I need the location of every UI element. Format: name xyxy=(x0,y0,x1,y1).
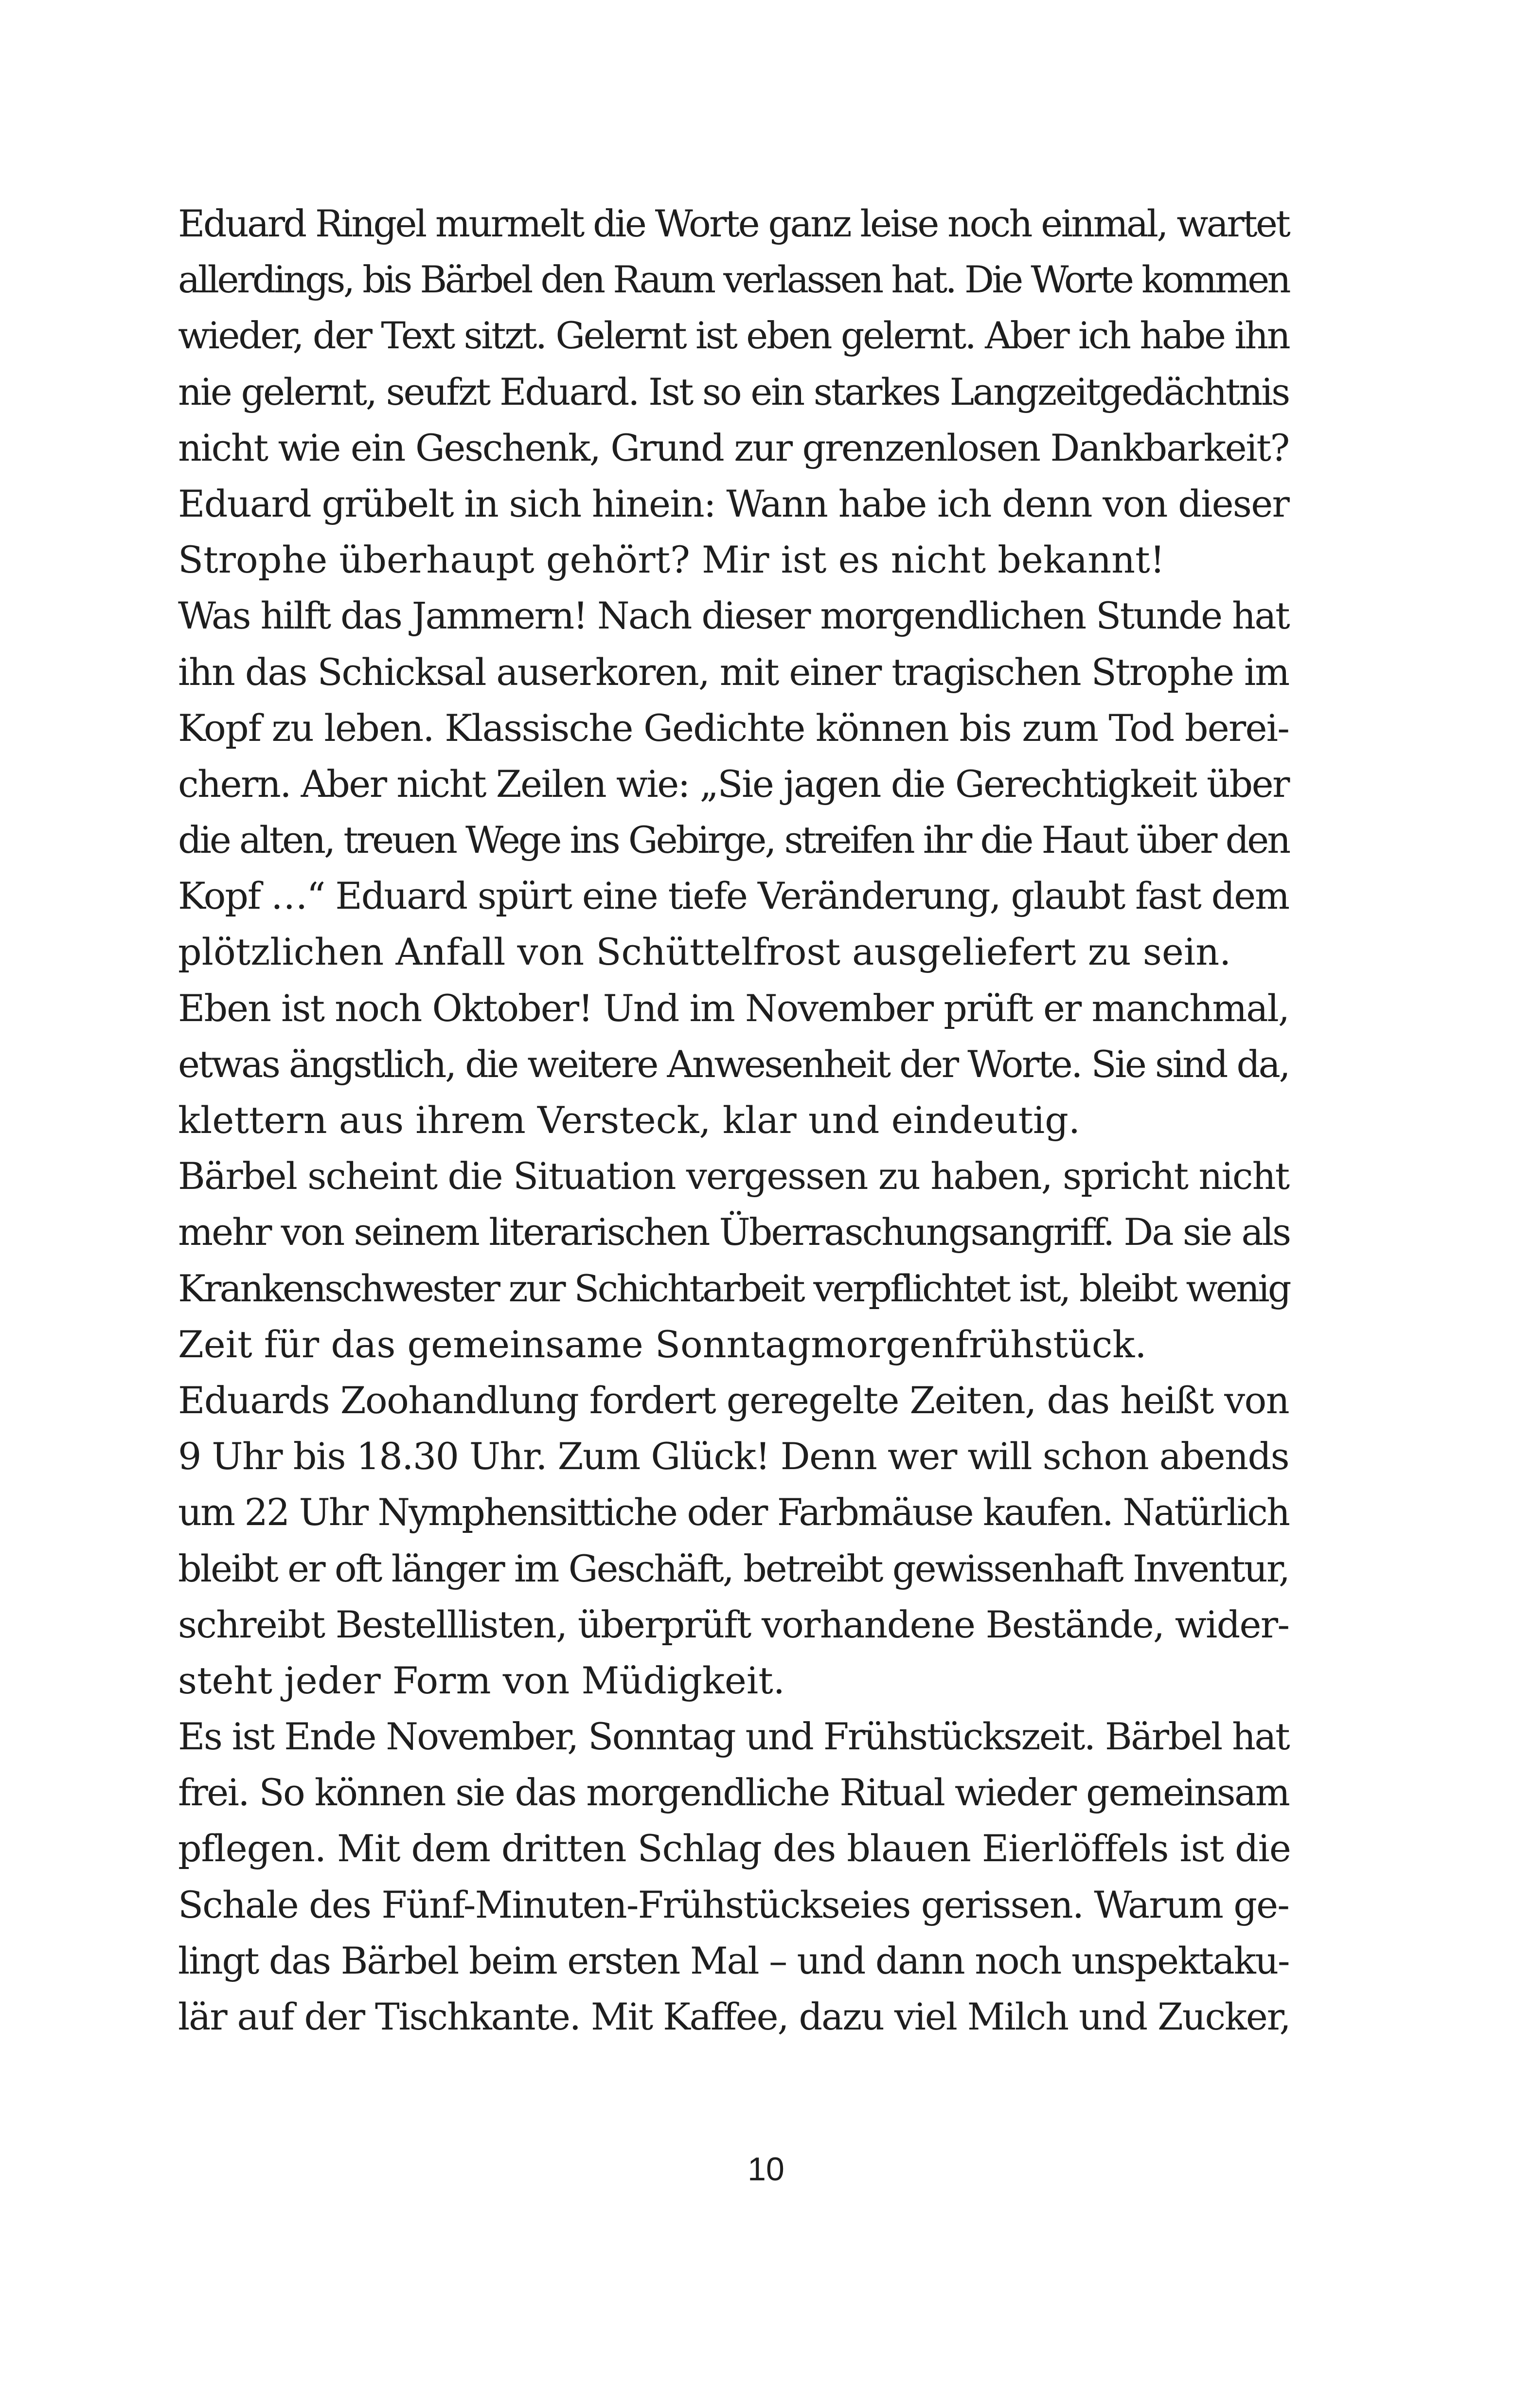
body-text xyxy=(178,196,1289,2045)
text-line: wieder, der Text sitzt. Gelernt ist eben gelernt. Aber ich habe ihn xyxy=(178,314,1289,358)
text-line: chern. Aber nicht Zeilen wie: „Sie jagen die Gerechtigkeit über xyxy=(178,762,1289,806)
text-line: nicht wie ein Geschenk, Grund zur grenzenlosen Dankbarkeit? xyxy=(178,426,1289,469)
text-line: schreibt Bestelllisten, überprüft vorhandene Bestände, wider- xyxy=(178,1602,1289,1646)
text-line: Eduard grübelt in sich hinein: Wann habe ich denn von dieser xyxy=(178,482,1289,525)
page-number: 10 xyxy=(748,2151,784,2188)
text-line: bleibt er oft länger im Geschäft, betreibt gewissenhaft Inventur, xyxy=(178,1546,1289,1590)
text-line: Kopf …“ Eduard spürt eine tiefe Veränderung, glaubt fast dem xyxy=(178,874,1289,918)
text-line: Schale des Fünf-Minuten-Frühstückseies gerissen. Warum ge- xyxy=(178,1883,1289,1926)
text-line: die alten, treuen Wege ins Gebirge, streifen ihr die Haut über den xyxy=(178,818,1289,862)
text-line: Was hilft das Jammern! Nach dieser morgendlichen Stunde hat xyxy=(178,594,1289,638)
text-line: allerdings, bis Bärbel den Raum verlassen hat. Die Worte kommen xyxy=(178,258,1289,302)
text-line: Eben ist noch Oktober! Und im November prüft er manchmal, xyxy=(178,986,1289,1030)
text-line: Es ist Ende November, Sonntag und Frühstückszeit. Bärbel hat xyxy=(178,1715,1289,1759)
text-line: klettern aus ihrem Versteck, klar und eindeutig. xyxy=(178,1098,1081,1142)
text-line: plötzlichen Anfall von Schüttelfrost ausgeliefert zu sein. xyxy=(178,930,1231,974)
text-line: nie gelernt, seufzt Eduard. Ist so ein starkes Langzeitgedächtnis xyxy=(178,370,1289,413)
text-line: um 22 Uhr Nymphensittiche oder Farbmäuse kaufen. Natürlich xyxy=(178,1491,1289,1534)
text-line: Zeit für das gemeinsame Sonntagmorgenfrühstück. xyxy=(178,1322,1147,1366)
text-line: Eduard Ringel murmelt die Worte ganz leise noch einmal, wartet xyxy=(178,202,1289,245)
text-line: ihn das Schicksal auserkoren, mit einer tragischen Strophe im xyxy=(178,650,1289,694)
text-line: Bärbel scheint die Situation vergessen zu haben, spricht nicht xyxy=(178,1154,1289,1198)
text-line: steht jeder Form von Müdigkeit. xyxy=(178,1658,785,1702)
text-line: Kopf zu leben. Klassische Gedichte können bis zum Tod berei- xyxy=(178,706,1289,750)
text-line: lär auf der Tischkante. Mit Kaffee, dazu viel Milch und Zucker, xyxy=(178,1995,1290,2038)
text-line: 9 Uhr bis 18.30 Uhr. Zum Glück! Denn wer will schon abends xyxy=(178,1435,1289,1478)
text-line: Krankenschwester zur Schichtarbeit verpflichtet ist, bleibt wenig xyxy=(178,1266,1290,1310)
text-line: frei. So können sie das morgendliche Ritual wieder gemeinsam xyxy=(178,1771,1289,1815)
text-line: mehr von seinem literarischen Überraschungsangriff. Da sie als xyxy=(178,1210,1290,1254)
text-line: lingt das Bärbel beim ersten Mal – und dann noch unspektaku- xyxy=(178,1939,1289,1982)
text-line: Strophe überhaupt gehört? Mir ist es nicht bekannt! xyxy=(178,538,1165,582)
text-line: pflegen. Mit dem dritten Schlag des blauen Eierlöffels ist die xyxy=(178,1827,1291,1870)
text-line: etwas ängstlich, die weitere Anwesenheit der Worte. Sie sind da, xyxy=(178,1042,1289,1086)
text-line: Eduards Zoohandlung fordert geregelte Zeiten, das heißt von xyxy=(178,1378,1289,1422)
